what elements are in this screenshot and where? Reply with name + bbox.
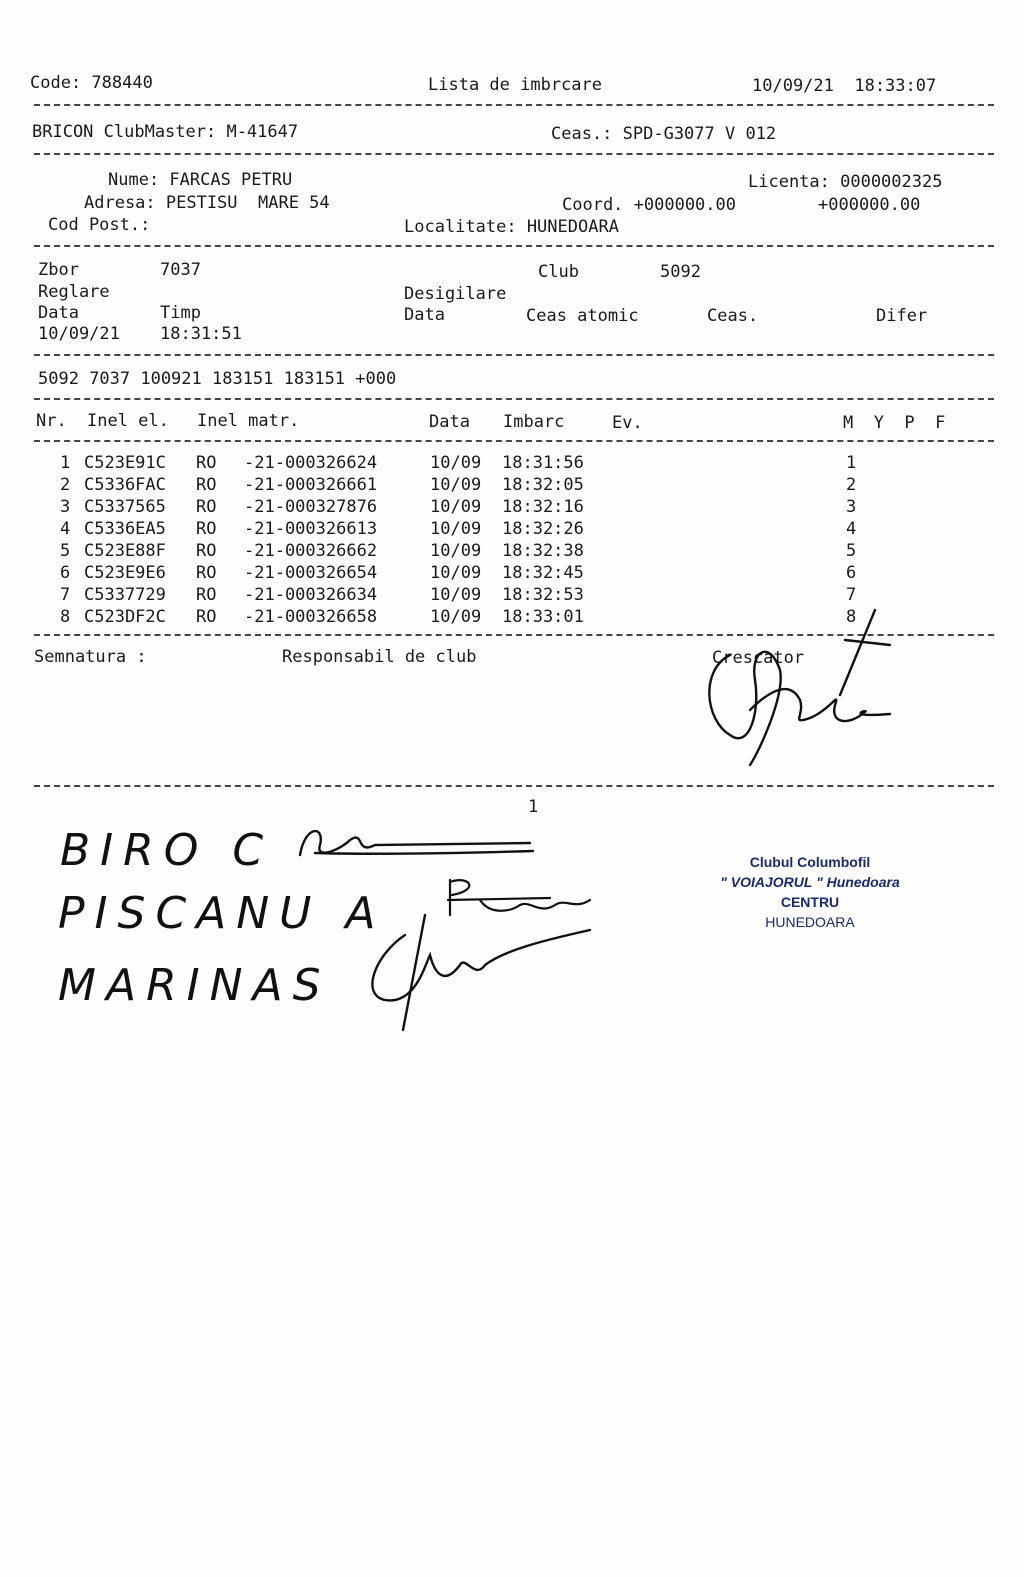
row-time: 18:33:01: [502, 607, 584, 627]
row-country: RO: [196, 563, 217, 583]
timp-label: Timp: [160, 303, 201, 323]
handwritten-name-3: MARINAS: [58, 960, 331, 1011]
crescator-label: Crescator: [712, 648, 805, 668]
reglare-date: 10/09/21: [38, 324, 120, 344]
page-number: 1: [528, 797, 539, 817]
licence-number: Licenta: 0000002325: [748, 172, 943, 192]
stamp-line-4: HUNEDOARA: [765, 914, 855, 930]
divider: [34, 245, 994, 247]
row-inel-matr: -21-000326624: [244, 453, 378, 473]
row-nr: 5: [60, 541, 71, 561]
row-inel-el: C5337565: [84, 497, 166, 517]
owner-name: Nume: FARCAS PETRU: [108, 170, 293, 190]
row-date: 10/09: [430, 497, 482, 517]
row-nr: 7: [60, 585, 71, 605]
row-inel-matr: -21-000326658: [244, 607, 378, 627]
code-label: Code: 788440: [30, 73, 153, 93]
row-date: 10/09: [430, 541, 482, 561]
row-m: 1: [846, 453, 857, 473]
col-header-inel-matr: Inel matr.: [197, 411, 300, 431]
desigilare-label: Desigilare: [404, 284, 507, 304]
row-inel-el: C523E88F: [84, 541, 166, 561]
handwritten-name-2: PISCANU A: [58, 888, 386, 939]
row-inel-el: C5337729: [84, 585, 166, 605]
handwritten-name-1: BIRO C: [60, 825, 274, 876]
col-header-imbarc: Imbarc: [503, 412, 565, 432]
postal-code-label: Cod Post.:: [48, 215, 151, 235]
row-inel-el: C523E9E6: [84, 563, 166, 583]
row-time: 18:32:26: [502, 519, 584, 539]
club-stamp: [690, 852, 930, 932]
divider: [34, 153, 994, 155]
row-time: 18:32:38: [502, 541, 584, 561]
row-nr: 3: [60, 497, 71, 517]
col-header-inel-el: Inel el.: [87, 411, 169, 431]
row-nr: 6: [60, 563, 71, 583]
row-inel-el: C5336FAC: [84, 475, 166, 495]
stamp-line-3: CENTRU: [780, 894, 840, 910]
row-country: RO: [196, 475, 217, 495]
col-header-ev: Ev.: [612, 413, 643, 433]
ceas-label: Ceas.: [707, 306, 759, 326]
owner-address: Adresa: PESTISU MARE 54: [84, 193, 330, 213]
divider: [34, 104, 994, 106]
signature-marinas: [365, 905, 605, 1035]
breeder-signature: [690, 600, 910, 770]
row-date: 10/09: [430, 519, 482, 539]
row-date: 10/09: [430, 585, 482, 605]
row-nr: 8: [60, 607, 71, 627]
header-datetime: 10/09/21 18:33:07: [752, 76, 937, 96]
zbor-label: Zbor: [38, 260, 79, 280]
row-country: RO: [196, 519, 217, 539]
row-inel-matr: -21-000326613: [244, 519, 378, 539]
row-nr: 2: [60, 475, 71, 495]
zbor-value: 7037: [160, 260, 201, 280]
ceas-id: Ceas.: SPD-G3077 V 012: [551, 124, 777, 144]
row-inel-el: C5336EA5: [84, 519, 166, 539]
row-country: RO: [196, 453, 217, 473]
row-inel-matr: -21-000326654: [244, 563, 378, 583]
row-m: 7: [846, 585, 857, 605]
row-nr: 1: [60, 453, 71, 473]
locality: Localitate: HUNEDOARA: [404, 217, 619, 237]
signature-biro: [295, 815, 545, 865]
row-m: 3: [846, 497, 857, 517]
ceas-atomic-label: Ceas atomic: [526, 306, 639, 326]
row-m: 4: [846, 519, 857, 539]
row-inel-matr: -21-000326661: [244, 475, 378, 495]
clubmaster-id: BRICON ClubMaster: M-41647: [32, 122, 299, 142]
data-label: Data: [38, 303, 79, 323]
divider: [34, 785, 994, 787]
stamp-line-2: " VOIAJORUL " Hunedoara: [720, 874, 900, 890]
row-inel-matr: -21-000326634: [244, 585, 378, 605]
row-inel-matr: -21-000326662: [244, 541, 378, 561]
coordinates: Coord. +000000.00: [562, 195, 736, 215]
club-value: 5092: [660, 262, 701, 282]
row-date: 10/09: [430, 453, 482, 473]
divider: [34, 440, 994, 442]
responsabil-label: Responsabil de club: [282, 647, 477, 667]
document-title: Lista de imbrcare: [428, 75, 602, 95]
reglare-label: Reglare: [38, 282, 110, 302]
stamp-line-1: Clubul Columbofil: [749, 854, 871, 870]
row-inel-el: C523DF2C: [84, 607, 166, 627]
row-m: 8: [846, 607, 857, 627]
row-time: 18:32:45: [502, 563, 584, 583]
row-m: 2: [846, 475, 857, 495]
row-date: 10/09: [430, 475, 482, 495]
reglare-time: 18:31:51: [160, 324, 242, 344]
club-label: Club: [538, 262, 579, 282]
row-time: 18:31:56: [502, 453, 584, 473]
col-header-data: Data: [429, 412, 470, 432]
row-country: RO: [196, 497, 217, 517]
row-inel-el: C523E91C: [84, 453, 166, 473]
desigilare-data-label: Data: [404, 305, 445, 325]
row-time: 18:32:05: [502, 475, 584, 495]
row-date: 10/09: [430, 563, 482, 583]
row-m: 5: [846, 541, 857, 561]
row-m: 6: [846, 563, 857, 583]
row-time: 18:32:16: [502, 497, 584, 517]
col-header-nr: Nr.: [36, 411, 67, 431]
row-country: RO: [196, 541, 217, 561]
difer-label: Difer: [876, 306, 928, 326]
divider: [34, 354, 994, 356]
row-inel-matr: -21-000327876: [244, 497, 378, 517]
row-time: 18:32:53: [502, 585, 584, 605]
row-nr: 4: [60, 519, 71, 539]
row-country: RO: [196, 585, 217, 605]
code-line: 5092 7037 100921 183151 183151 +000: [38, 369, 397, 389]
semnatura-label: Semnatura :: [34, 647, 147, 667]
coordinates-2: +000000.00: [818, 195, 921, 215]
divider: [34, 398, 994, 400]
row-date: 10/09: [430, 607, 482, 627]
col-header-mypf: M Y P F: [843, 413, 946, 433]
row-country: RO: [196, 607, 217, 627]
